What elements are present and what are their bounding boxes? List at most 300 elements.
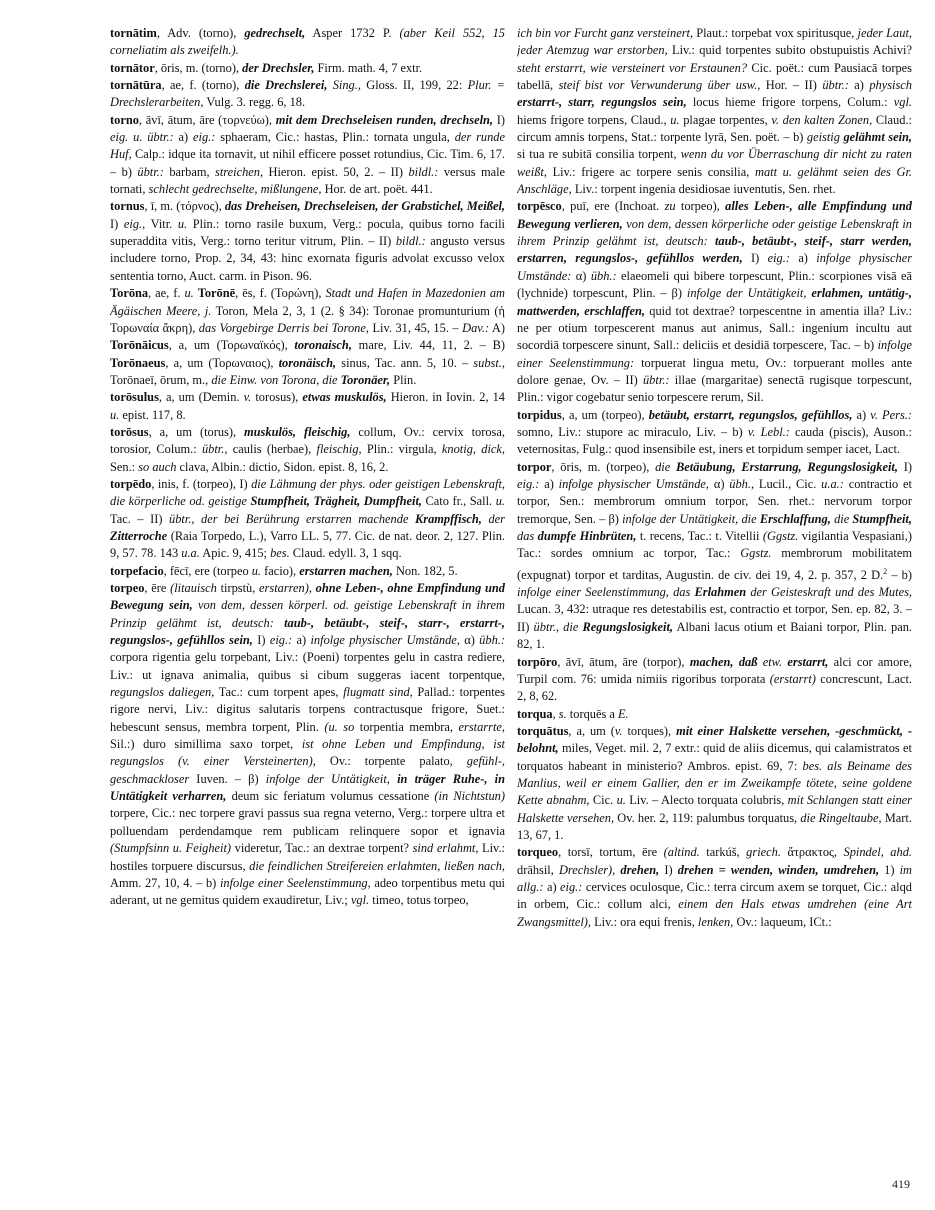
gloss-italic: bildl.:: [408, 164, 439, 179]
headword: torpidus: [517, 407, 562, 422]
translation-bold-italic: [690, 655, 758, 669]
gloss-italic: u.: [251, 563, 262, 578]
gloss-italic: erstarrte,: [458, 719, 505, 734]
gloss-italic: infolge der Untätigkeit,: [686, 286, 807, 301]
entry-text: caulis (herbae),: [227, 442, 317, 457]
entry-text: tirpstù,: [216, 581, 260, 595]
gloss-italic: fleischig,: [316, 442, 362, 457]
gloss-italic: (aber Keil: [399, 26, 455, 40]
translation-bold-italic: [694, 585, 746, 599]
entry-text: , ī, m. (τόρνος),: [144, 199, 225, 214]
variant-headword: Torōnē: [197, 286, 236, 301]
headword: tornātūra: [110, 78, 162, 93]
entry-text: Lucil., Cic.: [754, 476, 822, 491]
headword: tornus: [110, 199, 145, 214]
entry-text: torpuerat lingua metu, Ov.: torpuerant molles ante dolore genae, Ov. – II): [517, 355, 912, 387]
gloss-italic: eig.:: [767, 251, 790, 266]
translation-text: gedrechselt,: [244, 26, 306, 40]
gloss-italic: von dem, dessen körperl. od. geistige Lebenskraft in ihrem Prinzip gelähmt ist, deutsch:: [110, 598, 505, 630]
dictionary-entry: [110, 389, 505, 424]
translation-bold-italic: [678, 863, 879, 877]
gloss-italic: erstarren),: [259, 581, 312, 595]
gloss-italic: (erstarrt): [769, 671, 816, 686]
gloss-italic: steif bist vor Verwunderung über usw.,: [558, 78, 761, 93]
gloss-italic: flugmatt sind,: [343, 685, 413, 700]
entry-text: a): [848, 78, 870, 93]
entry-text: deum sic feriatum volumus cessatione: [226, 789, 435, 804]
gloss-italic: v. Lebl.:: [747, 424, 790, 439]
gloss-italic: infolge einer Seelenstimmung, das: [517, 585, 691, 600]
gloss-italic: E.: [617, 706, 629, 721]
translation-bold-italic: [299, 564, 393, 578]
entry-text: collum, Ov.: cervix torosa, torosior, Colum.:: [110, 424, 505, 457]
gloss-italic: (Stumpfsinn u. Feigheit): [110, 841, 232, 856]
entry-text: I): [252, 633, 270, 648]
headword: tornātim: [110, 26, 157, 40]
gloss-italic: übtr., die: [533, 619, 579, 634]
gloss-italic: lenken,: [697, 914, 734, 929]
left-column: [110, 25, 505, 910]
dictionary-entry: [110, 25, 505, 60]
entry-text: ,: [552, 706, 559, 721]
entry-text: hiems frigore torpens, Claud.,: [517, 112, 671, 127]
page-number: 419: [892, 1177, 910, 1191]
entry-text: a): [789, 251, 817, 266]
gloss-italic: die feindlichen Streifereien erlahmten, ließen nach,: [249, 858, 505, 873]
translation-bold-italic: [843, 130, 912, 144]
gloss-italic: regungslos daliegen,: [110, 685, 215, 700]
gloss-italic: griech.: [746, 845, 781, 860]
variant-headword: Torōnāicus: [110, 338, 169, 353]
headword: torqua: [517, 706, 553, 721]
gloss-italic: die: [655, 459, 671, 474]
entry-text: , a, um (Τορωναϊκός),: [168, 338, 295, 353]
entry-text: corpora rigentia gelu torpebant, Liv.: (Poeni) torpentes gelu in castra redìere, Liv.: ut ignava animalia, quibus si cibum suggeras iacent torpentque,: [110, 650, 505, 682]
gloss-italic: streichen,: [215, 164, 264, 179]
entry-text: , ēs, f. (Τορώνη),: [235, 286, 326, 301]
entry-text: Vitr.: [145, 216, 178, 231]
entry-text: , inis, f. (torpeo), I): [151, 476, 252, 491]
gloss-italic: eig.:: [560, 879, 583, 894]
entry-text: a): [292, 633, 311, 648]
translation-text: Regungslosigkeit,: [582, 619, 674, 634]
entry-text: , ae, f.: [148, 286, 185, 301]
entry-text: Calp.: idque ita tornavit, ut nihil efficere posset rotundius, Cic. Tim. 6, 17. – b): [110, 147, 505, 179]
entry-text: drāhsil,: [517, 862, 559, 877]
entry-text: sinus, Tac. ann. 5, 10. –: [336, 355, 474, 370]
translation-bold-italic: [302, 390, 386, 404]
entry-text: epist. 117, 8.: [119, 407, 186, 422]
entry-text: torquēs a: [566, 706, 618, 721]
gloss-italic: matt u. gelähmt seien des Gr. Anschläge,: [517, 164, 912, 197]
gloss-italic: infolge physischer Umstände,: [310, 633, 460, 648]
translation-bold-italic: [415, 512, 482, 526]
gloss-italic: Spindel, ahd.: [843, 845, 912, 860]
entry-text: barbam,: [163, 164, 216, 179]
dictionary-entry: [110, 476, 505, 563]
gloss-italic: infolge physischer Umstände:: [517, 251, 912, 283]
entry-text: I): [897, 459, 912, 474]
translation-text: Erschlaffung,: [759, 511, 831, 526]
entry-text: torpeo),: [675, 199, 726, 214]
translation-text: machen, daß: [689, 654, 758, 669]
gloss-italic: eig. u. übtr.:: [110, 130, 174, 145]
translation-bold-italic: [250, 494, 422, 508]
entry-text: I): [493, 112, 505, 127]
entry-text: I): [110, 216, 124, 231]
entry-text: , ōris, m. (torno),: [154, 60, 243, 75]
entry-text: mare, Liv. 44, 11, 2. – B): [351, 338, 505, 353]
entry-text: Liv. – Alecto torquata colubris,: [625, 793, 788, 808]
entry-text: , ae, f. (torno),: [161, 78, 245, 93]
gloss-italic: infolge einer Seelenstimmung,: [219, 875, 371, 890]
entry-text: A): [489, 320, 505, 335]
entry-text: Plin.: virgula,: [361, 442, 442, 457]
entry-text: plagae torpentes,: [679, 112, 772, 127]
gloss-italic: bes. als Beiname des Manlius, weil er einem Gallier, den er im Zweikampfe tötete, seine goldene Kette abnahm,: [517, 758, 912, 808]
entry-text: Albani lacus otium et Baiani torpor, Plin. pan. 82, 1.: [517, 619, 912, 652]
gloss-italic: im allg.:: [517, 862, 912, 894]
gloss-italic: wenn du vor Überraschung dir nicht zu raten weißt,: [517, 147, 912, 179]
entry-text: facio),: [261, 563, 300, 578]
entry-text: , Adv. (torno),: [156, 26, 245, 40]
gloss-italic: geistig: [806, 130, 840, 145]
entry-text: timeo, totus torpeo,: [369, 893, 469, 908]
dictionary-entry: [517, 654, 912, 706]
gloss-italic: einem den Hals etwas umdrehen (eine Art Zwangsmittel),: [517, 897, 912, 929]
dictionary-entry: [110, 112, 505, 199]
entry-text: (Raia Torpedo, L.), Varro LL. 5, 77. Cic. de nat. deor. 2, 127. Plin. 9, 57. 78. 143: [110, 528, 505, 561]
translation-bold-italic: [676, 460, 898, 474]
headword: tornātor: [110, 60, 155, 75]
translation-text: taub-, betäubt-, steif-, starr werden, erstarren, regungslos-, gefühllos werden,: [517, 234, 912, 266]
dictionary-entry: [517, 844, 912, 931]
translation-text: dumpfe Hinbrüten,: [537, 528, 637, 543]
entry-text: α): [709, 476, 730, 491]
translation-text: das Dreheisen, Drechseleisen,: [224, 199, 379, 214]
gloss-italic: infolge einer Seelenstimmung:: [517, 338, 912, 370]
entry-text: torpere, Cic.: nec torpere gravi passus sua regna veterno, Verg.: torpere ultra et polluendam perdendamque rem publicam relinquere sopor et ignavia: [110, 806, 505, 838]
entry-text: Vulg. 3. regg. 6, 18.: [203, 95, 306, 110]
entry-text: Liv.: frigere ac torpere senis consilia,: [546, 164, 755, 179]
translation-bold-italic: [852, 512, 912, 526]
entry-text: torosus),: [251, 390, 303, 405]
dictionary-entry: [517, 459, 912, 654]
headword: torpor: [517, 459, 552, 474]
gloss-italic: übtr., der bei Berührung erstarren machende: [169, 511, 409, 526]
translation-text: Zitterroche: [110, 528, 168, 543]
entry-text: , a, um (Demin.: [158, 390, 244, 405]
translation-bold-italic: [276, 113, 493, 127]
entry-text: a): [173, 130, 194, 145]
gloss-italic: steht erstarrt, wie versteinert vor Erstaunen?: [517, 60, 748, 75]
dictionary-entry: [110, 580, 505, 910]
gloss-italic: u.: [670, 112, 680, 127]
gloss-italic: vgl.: [350, 893, 370, 908]
entry-text: miles, Veget. mil. 2, 7 extr.: quid de aliis dicemus, qui calamistratos et torquatos habeant in ministerio? Ambros. epist. 69, 7:: [517, 741, 912, 773]
entry-text: , ōris, m. (torpeo),: [551, 459, 656, 474]
translation-bold-italic: [294, 338, 352, 352]
entry-text: Hieron. in Iovin. 2, 14: [386, 390, 505, 405]
dictionary-entry: [110, 198, 505, 285]
entry-text: t. recens, Tac.: t. Vitellii: [636, 528, 763, 543]
entry-text: , torsī, tortum, ēre: [558, 845, 664, 860]
translation-text: etwas muskulös,: [302, 390, 387, 405]
translation-bold-italic: [245, 78, 328, 92]
gloss-italic: (in Nichtstun): [434, 789, 505, 804]
entry-text: Hor. – II): [760, 78, 823, 93]
entry-text: Lucan. 3, 432: utraque res detestabilis est, contractio et torpor, Sen. ep. 82, 3. – II): [517, 602, 912, 634]
gloss-italic: schlecht gedrechselte, mißlungene,: [148, 182, 322, 197]
entry-text: , ēre: [144, 581, 171, 595]
entry-text: Tac.: cum torpent apes,: [214, 685, 344, 700]
gloss-italic: etw.: [762, 654, 783, 669]
gloss-italic: vgl.: [893, 95, 912, 110]
translation-bold-italic: [760, 512, 831, 526]
headword: torpefacio: [110, 563, 164, 578]
entry-text: Liv.: ora equi frenis,: [591, 914, 698, 929]
entry-text: [708, 234, 715, 248]
gloss-italic: (u. so: [324, 719, 355, 734]
translation-text: erstarrt,: [787, 654, 829, 669]
gloss-italic: Dav.:: [462, 320, 490, 335]
translation-bold-italic: [225, 199, 379, 213]
gloss-italic: die Lähmung der phys. oder geistigen Lebenskraft, die körperliche od. geistige: [110, 476, 505, 509]
entry-text: Liv.: quid torpentes subito obstupuistis Achivi?: [667, 43, 912, 58]
translation-bold-italic: [382, 199, 505, 213]
entry-text: , āvī, ātum, āre (τορνεύω),: [138, 112, 276, 127]
superscript: 2: [883, 566, 888, 576]
headword: torpeo: [110, 581, 145, 595]
gloss-italic: v.: [243, 390, 252, 405]
gloss-italic: u.: [184, 286, 194, 301]
translation-bold-italic: [279, 356, 337, 370]
gloss-italic: mit Schlangen statt einer Halskette versehen,: [517, 793, 912, 825]
entry-text: Mart. 13, 67, 1.: [517, 810, 912, 842]
gloss-italic: s.: [558, 706, 567, 721]
gloss-italic: (litauisch: [170, 581, 217, 595]
translation-bold-italic: [620, 863, 659, 877]
entry-text: cervices oculosque, Cic.: terra circum axem se torquet, Cic.: alqd in orbem, Cic.: collum alci,: [517, 879, 912, 912]
gloss-italic: u.: [177, 216, 188, 231]
entry-text: α): [571, 268, 591, 283]
entry-text: cauda (piscis), Auson.: veternositas, Fulg.: quod insensibile est, iners et torpidum semper iacet, Lact.: [517, 424, 912, 457]
translation-text: in träger Ruhe-, in Untätigkeit verharren,: [110, 771, 505, 804]
gloss-italic: eig.:: [517, 476, 540, 491]
gloss-italic: u.a.: [181, 546, 200, 561]
gloss-italic: u.a.:: [821, 476, 844, 491]
entry-text: , a, um (torus),: [148, 424, 245, 439]
gloss-italic: jeder Laut, jeder Atemzug war erstorben,: [517, 26, 912, 58]
entry-text: Cic. poët.: cum Pausiacā torpes tabellā,: [517, 60, 912, 93]
dictionary-entry: [110, 563, 505, 580]
gloss-italic: Drechsler),: [558, 862, 616, 877]
translation-text: der Drechsler,: [242, 60, 315, 75]
gloss-italic: (altind.: [663, 845, 700, 860]
gloss-italic: zu: [664, 199, 676, 214]
dictionary-entry: [110, 285, 505, 389]
entry-text: quid tot dextrae? torpescentne in amentia illa? Liv.: ne per otium torpescerent manus aut animus, Sall.: ingenium incultu aut socordiā torpescere sinunt, Sall.: deliciis et desidiā torpescere, Tac. – b): [517, 303, 912, 353]
translation-text: betäubt, erstarrt, regungslos, gefühllos,: [648, 407, 853, 422]
gloss-italic: übh.:: [479, 633, 505, 648]
headword: Torōna: [110, 286, 149, 301]
gloss-italic: Sing.,: [332, 78, 361, 93]
entry-text: locus hieme frigore torpens, Colum.:: [686, 95, 894, 110]
entry-text: contractio et torpor, Sen.: membrorum omnium torpor, Sen. rhet.: nervorum torpor tremorque, Sen. – β): [517, 476, 912, 526]
entry-text: Non. 182, 5.: [392, 563, 458, 578]
entry-text: [390, 772, 397, 786]
gloss-italic: eig.,: [123, 216, 146, 231]
entry-text: Asper 1732 P.: [305, 26, 400, 40]
gloss-italic: übtr.:: [137, 164, 164, 179]
entry-text: Apic. 9, 415;: [199, 546, 271, 561]
gloss-italic: (Ggstz.: [762, 528, 799, 543]
entry-text: angusto versus includere torno, Prop. 2, 34, 43: hinc exornata figuris advolat excusso velox sententia torno, Auct. carm. in Pison. 96.: [110, 234, 505, 283]
gloss-italic: infolge physischer Umstände,: [558, 476, 710, 491]
entry-text: ἄτρακτος,: [780, 845, 844, 860]
translation-text: toronäisch,: [278, 355, 337, 370]
entry-text: , āvī, ātum, āre (torpor),: [557, 654, 690, 669]
translation-bold-italic: [517, 95, 687, 109]
dictionary-entry: [517, 198, 912, 406]
headword: torpēsco: [517, 199, 562, 214]
entry-text: Ov.: laqueum, ICt.:: [733, 914, 832, 929]
entry-text: Toron, Mela 2, 3, 1 (2. § 34): Toronae promunturium (ἡ Τορωναία ἄκρη),: [110, 303, 505, 335]
entry-text: a): [852, 407, 871, 422]
headword: torōsulus: [110, 390, 159, 405]
entry-text: clava, Albin.: dictio, Sidon. epist. 8, 16, 2.: [176, 459, 389, 474]
entry-text: , puī, ere (Inchoat.: [561, 199, 665, 214]
gloss-italic: 552, 15 corneliatim: [110, 26, 505, 58]
gloss-italic: infolge der Untätigkeit, die: [622, 511, 757, 526]
gloss-italic: die: [834, 511, 850, 526]
gloss-italic: als zweifelh.).: [170, 43, 239, 58]
entry-text: Amm. 27, 10, 4. – b): [110, 875, 220, 890]
entry-text: Sil.:) duro simillima saxo torpet,: [110, 737, 302, 752]
dictionary-entry: [517, 723, 912, 844]
gloss-italic: v. Pers.:: [870, 407, 912, 422]
translation-text: muskulös, fleischig,: [244, 424, 351, 439]
entry-text: Sen.:: [110, 459, 139, 474]
gloss-italic: knotig, dick,: [441, 442, 505, 457]
dictionary-entry: [517, 706, 912, 723]
entry-text: alci cor amore, Turpil com. 76: umida nimiis rigoribus torporata: [517, 654, 912, 686]
right-column: [517, 25, 912, 931]
translation-text: die Drechslerei,: [244, 78, 328, 93]
headword: torpēdo: [110, 476, 152, 491]
gloss-italic: der: [488, 511, 505, 526]
entry-text: α): [459, 633, 480, 648]
entry-text: tarkúš,: [699, 845, 747, 860]
gloss-italic: übtr.:: [822, 78, 849, 93]
entry-text: si tua re subitā consilia torpent,: [517, 147, 681, 162]
dictionary-entry: [517, 407, 912, 459]
gloss-italic: der runde Huf,: [110, 130, 505, 162]
entry-text: Ov.: torpente palato,: [315, 754, 467, 769]
translation-text: ohne Leben-, ohne Empfindung und Bewegung sein,: [110, 581, 505, 613]
gloss-italic: u.: [616, 793, 626, 808]
entry-text: torpentia membra,: [354, 719, 459, 734]
gloss-italic: von dem, dessen körperliche oder geistige Lebenskraft in ihrem Prinzip gelähmt ist, deutsch:: [517, 216, 912, 249]
gloss-italic: eig.:: [193, 130, 216, 145]
translation-bold-italic: [787, 655, 828, 669]
translation-text: Erlahmen: [694, 585, 747, 600]
entry-text: Tac. – II): [110, 511, 170, 526]
translation-text: Stumpfheit,: [852, 511, 912, 526]
entry-text: a): [539, 476, 559, 491]
gloss-italic: das Vorgebirge Derris bei Torone,: [198, 320, 369, 335]
gloss-italic: so auch: [138, 459, 177, 474]
dictionary-entry: [110, 60, 505, 77]
dictionary-entry: [517, 25, 912, 198]
entry-text: Cato fr., Sall.: [421, 494, 496, 509]
translation-bold-italic: [110, 529, 167, 543]
gloss-italic: übh.,: [729, 476, 755, 491]
gloss-italic: die Einw. von Torona, die: [211, 372, 338, 387]
translation-bold-italic: [341, 373, 390, 387]
gloss-italic: die Ringeltaube,: [800, 810, 882, 825]
entry-text: Plin.: [390, 372, 417, 387]
entry-text: Liv.: hostiles torpuere discursus,: [110, 841, 505, 873]
entry-text: somno, Liv.: stupore ac miraculo, Liv. – b): [517, 424, 748, 439]
translation-text: erlahmen, untätig-, mattwerden, erschlaffen,: [517, 286, 912, 318]
gloss-italic: Plur. = Drechslerarbeiten,: [110, 78, 505, 110]
gloss-italic: bes.: [270, 546, 290, 561]
translation-text: gelähmt sein,: [843, 130, 912, 145]
translation-bold-italic: [242, 61, 314, 75]
gloss-italic: subst.,: [473, 355, 505, 370]
dictionary-entry: [110, 424, 505, 476]
gloss-italic: sind erlahmt,: [412, 841, 479, 856]
gloss-italic: bildl.:: [395, 234, 426, 249]
gloss-italic: übh.:: [590, 268, 617, 283]
entry-text: Claud.: circum amnis torpens, Stat.: torpente lyrā, Sen. poët. – b): [517, 112, 912, 145]
headword: torquātus: [517, 723, 569, 738]
entry-text: torques),: [622, 723, 677, 738]
gloss-italic: Ggstz.: [740, 546, 772, 561]
entry-text: I): [659, 862, 678, 877]
entry-text: Torōnaeī, ōrum, m.,: [110, 372, 212, 387]
translation-bold-italic: [538, 529, 637, 543]
entry-text: Plin.: torno rasile buxum, Verg.: pocula, quibus torno facili superaddita vitis, Verg.: torno teritur vitrum, Plin. – II): [110, 216, 505, 249]
translation-text: Krampffisch,: [415, 511, 482, 526]
entry-text: 1): [879, 862, 900, 877]
translation-text: Betäubung, Erstarrung, Regungslosigkeit,: [676, 459, 898, 474]
entry-text: Claud. edyll. 3, 1 sqq.: [289, 546, 402, 561]
translation-text: drehen = wenden, winden, umdrehen,: [677, 862, 880, 877]
translation-text: alles Leben-, alle Empfindung und Bewegung verlieren,: [517, 199, 912, 231]
entry-text: vigilantia Vespasiani,) Tac.: sordes omnium ac torpor, Tac.:: [517, 528, 912, 561]
translation-text: Toronäer,: [340, 372, 391, 387]
gloss-italic: eig.:: [269, 633, 293, 648]
entry-text: , fēcī, ere (torpeo: [163, 563, 252, 578]
entry-text: Gloss. II, 199, 22:: [360, 78, 468, 93]
gloss-italic: ist ohne Leben und Empfindung, ist regungslos (v. einer Versteinerten),: [110, 737, 505, 769]
translation-bold-italic: [649, 408, 853, 422]
gloss-italic: v. den kalten Zonen,: [771, 112, 873, 127]
translation-text: drehen,: [620, 862, 660, 877]
entry-text: – b): [887, 567, 912, 582]
entry-text: a): [543, 879, 561, 894]
headword: torqueo: [517, 845, 559, 860]
entry-text: Cic.: [589, 793, 617, 808]
translation-text: mit einer Halskette versehen, -geschmückt, -belohnt,: [517, 723, 912, 756]
entry-text: Hieron. epist. 50, 2. – II): [263, 164, 409, 179]
entry-text: adeo torpentibus metu qui aderant, ut ne gemitus quidem exaudiretur, Liv.;: [110, 875, 505, 908]
gloss-italic: gefühl-, geschmackloser: [110, 754, 505, 786]
translation-text: taub-, betäubt-, steif-, starr-, erstarrt-, regungslos-, gefühllos sein,: [110, 615, 505, 648]
translation-text: Stumpfheit, Trägheit, Dumpfheit,: [250, 494, 422, 509]
